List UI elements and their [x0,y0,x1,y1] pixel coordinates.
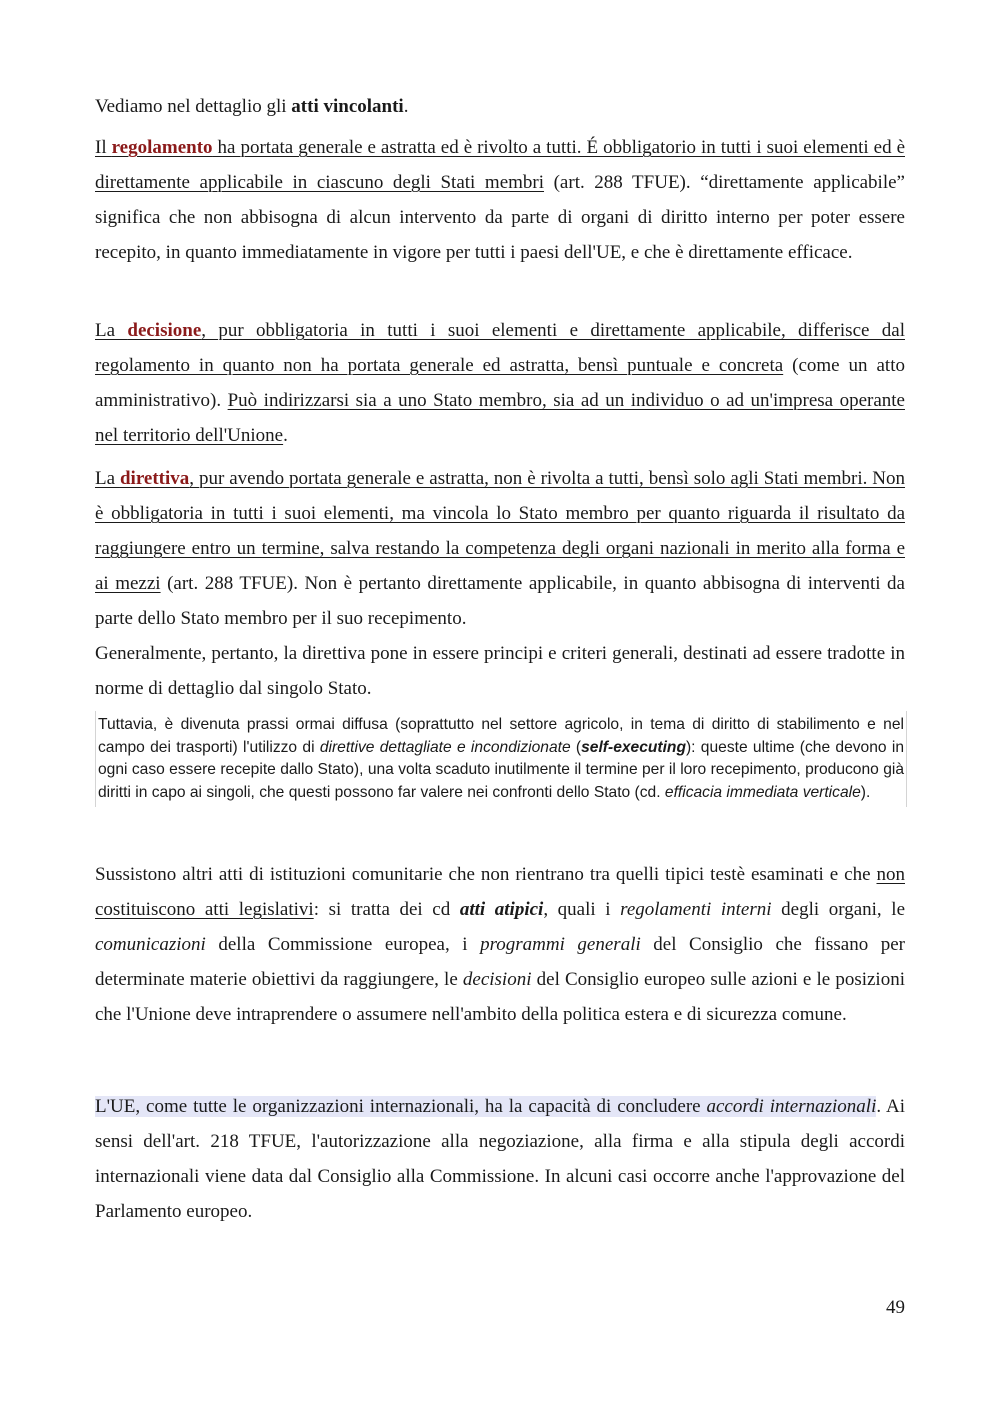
paragraph-regolamento: Il regolamento ha portata generale e astratta ed è rivolto a tutti. É obbligatorio in tutti i suoi elementi ed è direttamente applicabile in ciascuno degli Stati membri (art. 288 TFUE). “direttamente applicabile” significa che non abbisogna di alcun intervento da parte di organi di diritto interno per poter essere recepito, in quanto immediatamente in vigore per tutti i paesi dell'UE, e che è direttamente efficace. [95,137,905,263]
bold-term: atti vincolanti [291,96,404,117]
term-regolamento: regolamento [111,137,213,158]
note-box: Tuttavia, è divenuta prassi ormai diffusa (soprattutto nel settore agricolo, in tema di diritto di stabilimento e nel campo dei trasporti) l'utilizzo di direttive dettagliate e incondizionate (self-executing): queste ultime (che devono in ogni caso essere recepite dallo Stato), una volta scaduto inutilmente il termine per il loro recepimento, producono già diritti in capo ai singoli, che questi possono far valere nei confronti dello Stato (cd. efficacia immediata verticale). [95,711,907,807]
page-number: 49 [886,1297,905,1318]
highlighted-text: L'UE, come tutte le organizzazioni internazionali, ha la capacità di concludere accordi internazionali [95,1096,877,1117]
term-direttiva: direttiva [119,468,190,489]
paragraph-intro: Vediamo nel dettaglio gli atti vincolanti. [95,96,409,117]
paragraph-decisione: La decisione, pur obbligatoria in tutti i suoi elementi e direttamente applicabile, differisce dal regolamento in quanto non ha portata generale ed astratta, bensì puntuale e concreta (come un atto amministrativo). Può indirizzarsi sia a uno Stato membro, sia ad un individuo o ad un'impresa operante nel territorio dell'Unione. [95,320,905,446]
paragraph-accordi: L'UE, come tutte le organizzazioni internazionali, ha la capacità di concludere accordi internazionali. Ai sensi dell'art. 218 TFUE, l'autorizzazione alla negoziazione, alla firma e alla stipula degli accordi internazionali viene data dal Consiglio alla Commissione. In alcuni casi occorre anche l'approvazione del Parlamento europeo. [95,1096,905,1222]
term-decisione: decisione [127,320,202,341]
paragraph-atti-atipici: Sussistono altri atti di istituzioni comunitarie che non rientrano tra quelli tipici testè esaminati e che non costituiscono atti legislativi: si tratta dei cd atti atipici, quali i regolamenti interni degli organi, le comunicazioni della Commissione europea, i programmi generali del Consiglio che fissano per determinate materie obiettivi da raggiungere, le decisioni del Consiglio europeo sulle azioni e le posizioni che l'Unione deve intraprendere o assumere nell'ambito della politica estera e di sicurezza comune. [95,864,905,1025]
paragraph-direttiva: La direttiva, pur avendo portata generale e astratta, non è rivolta a tutti, bensì solo agli Stati membri. Non è obbligatoria in tutti i suoi elementi, ma vincola lo Stato membro per quanto riguarda il risultato da raggiungere entro un termine, salva restando la competenza degli organi nazionali in merito alla forma e ai mezzi (art. 288 TFUE). Non è pertanto direttamente applicabile, in quanto abbisogna di interventi da parte dello Stato membro per il suo recepimento. Generalmente, pertanto, la direttiva pone in essere principi e criteri generali, destinati ad essere tradotte in norme di dettaglio dal singolo Stato. [95,468,905,699]
